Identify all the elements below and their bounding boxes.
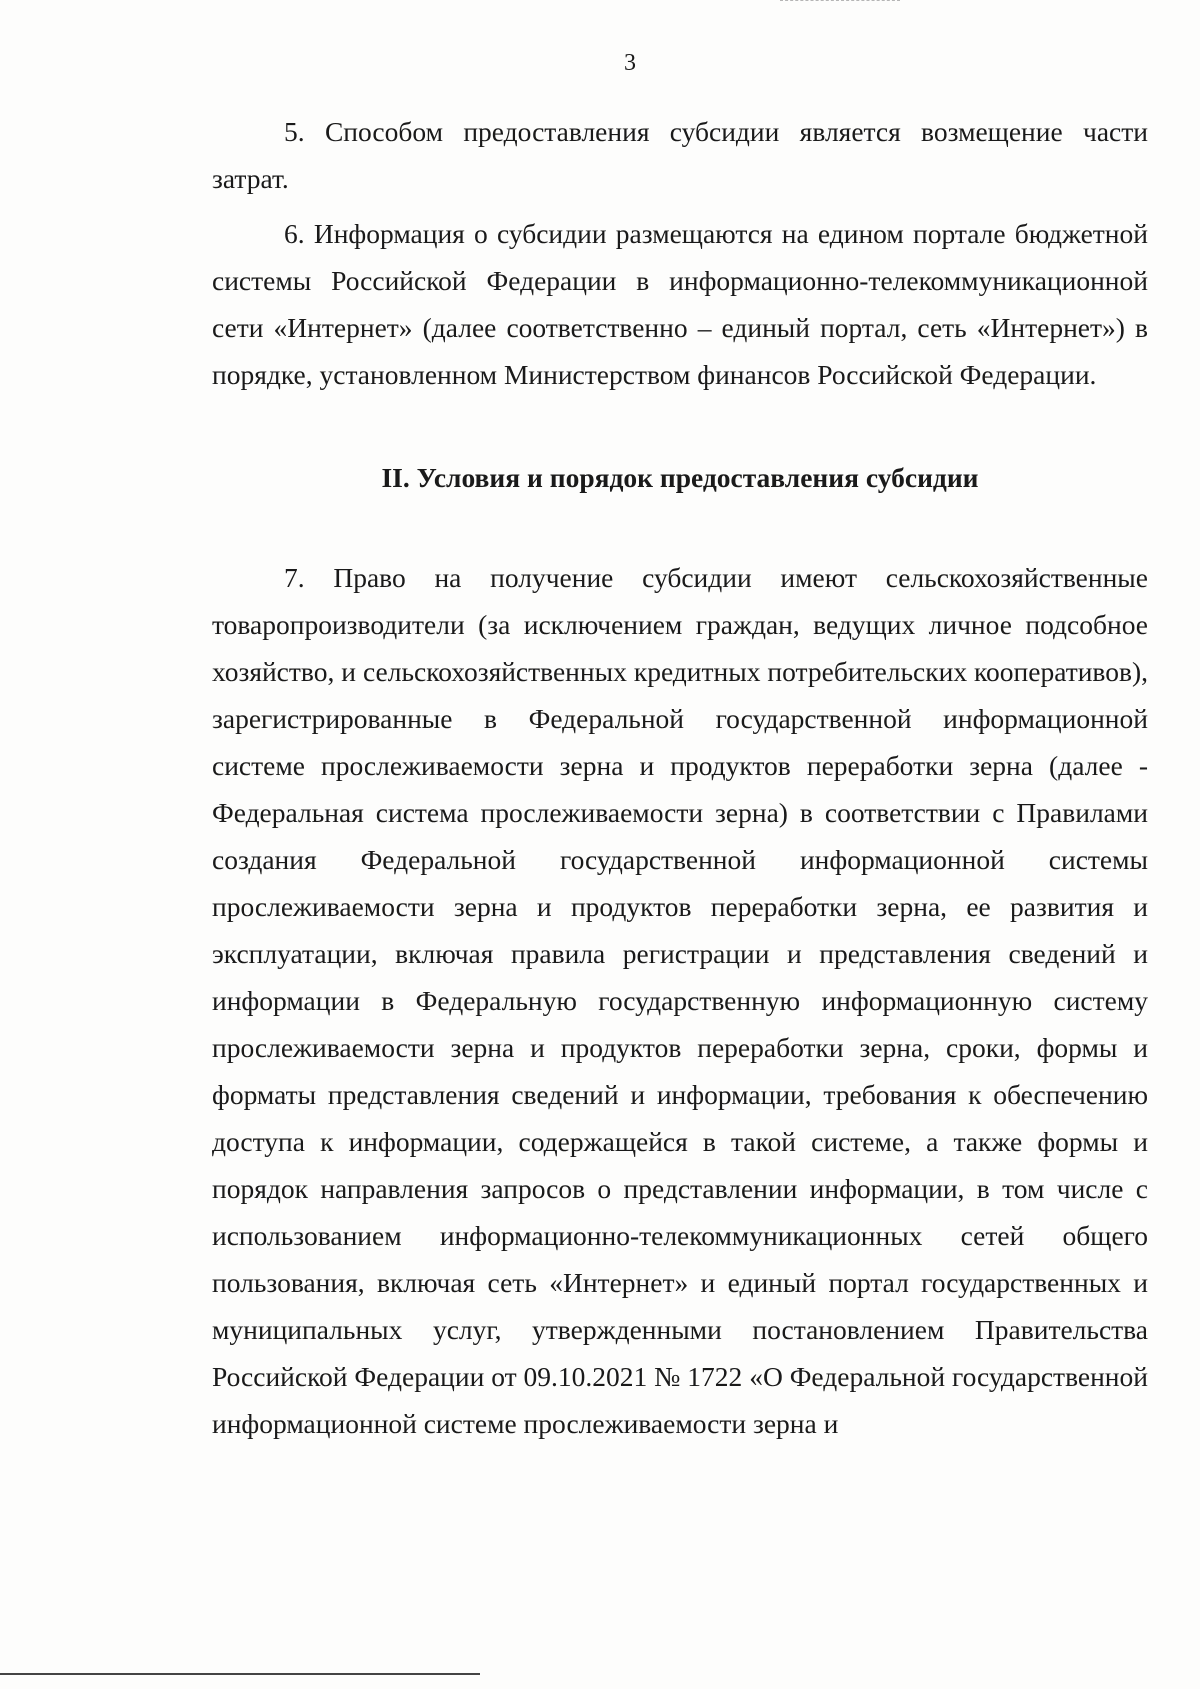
paragraph-7: 7. Право на получение субсидии имеют сельскохозяйственные товаропроизводители (за исключением граждан, ведущих личное подсобное хозяйство, и сельскохозяйственных кредитных потребительских кооперативов), зарегистрированные в Федеральной государственной информационной системе прослеживаемости зерна и продуктов переработки зерна (далее - Федеральная система прослеживаемости зерна) в соответствии с Правилами создания Федеральной государственной информационной системы прослеживаемости зерна и продуктов переработки зерна, ее развития и эксплуатации, включая правила регистрации и представления сведений и информации в Федеральную государственную информационную систему прослеживаемости зерна и продуктов переработки зерна, сроки, формы и форматы представления сведений и информации, требования к обеспечению доступа к информации, содержащейся в такой системе, а также формы и порядок направления запросов о представлении информации, в том числе с использованием информационно-телекоммуникационных сетей общего пользования, включая сеть «Интернет» и единый портал государственных и муниципальных услуг, утвержденными постановлением Правительства Российской Федерации от 09.10.2021 № 1722 «О Федеральной государственной информационной системе прослеживаемости зерна и <box>212 562 1148 1439</box>
section-heading: II. Условия и порядок предоставления субсидии <box>381 462 979 493</box>
paragraph-5: 5. Способом предоставления субсидии является возмещение части затрат. <box>212 116 1148 194</box>
scan-edge-mark <box>780 0 900 5</box>
footer-rule <box>0 1673 480 1675</box>
paragraph-6: 6. Информация о субсидии размещаются на едином портале бюджетной системы Российской Федерации в информационно-телекоммуникационной сети «Интернет» (далее соответственно – единый портал, сеть «Интернет») в порядке, установленном Министерством финансов Российской Федерации. <box>212 218 1148 390</box>
page-number: 3 <box>624 50 636 76</box>
document-body <box>212 108 1148 1447</box>
